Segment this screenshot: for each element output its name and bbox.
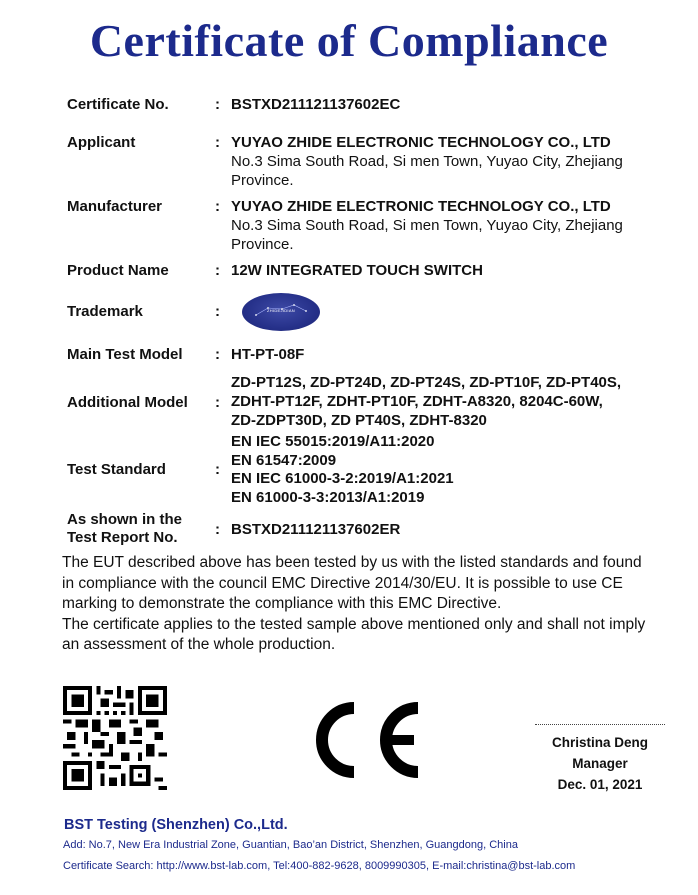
- applicant-name: YUYAO ZHIDE ELECTRONIC TECHNOLOGY CO., LTD: [231, 134, 611, 151]
- signatory-title: Manager: [572, 756, 628, 771]
- manufacturer-address-line2: Province.: [231, 236, 294, 253]
- field-label: Product Name: [67, 262, 169, 279]
- additional-model-line2: ZDHT-PT12F, ZDHT-PT10F, ZDHT-A8320, 8204C-60W,: [231, 393, 603, 410]
- field-label: Main Test Model: [67, 346, 183, 363]
- statement-line: The EUT described above has been tested by us with the listed standards and found: [62, 554, 642, 571]
- colon: :: [215, 521, 220, 538]
- qr-code-icon: [63, 686, 167, 790]
- certificate-number: BSTXD211121137602EC: [231, 96, 401, 113]
- test-standard-line2: EN 61547:2009: [231, 451, 337, 469]
- additional-model-line3: ZD-ZDPT30D, ZD PT40S, ZDHT-8320: [231, 412, 487, 429]
- applicant-address-line2: Province.: [231, 172, 294, 189]
- test-standard-line1: EN IEC 55015:2019/A11:2020: [231, 433, 435, 450]
- product-name: 12W INTEGRATED TOUCH SWITCH: [231, 262, 483, 279]
- signature-line: [535, 724, 665, 725]
- statement-line: The certificate applies to the tested sample above mentioned only and shall not imply: [62, 615, 646, 633]
- compliance-statement: [62, 553, 682, 656]
- field-label: Additional Model: [67, 394, 188, 411]
- test-standard-line3: EN IEC 61000-3-2:2019/A1:2021: [231, 470, 454, 487]
- manufacturer-address-line1: No.3 Sima South Road, Si men Town, Yuyao City, Zhejiang: [231, 217, 623, 234]
- main-test-model: HT-PT-08F: [231, 346, 305, 363]
- field-label: Trademark: [67, 303, 143, 320]
- colon: :: [215, 134, 220, 151]
- field-label-line2: Test Report No.: [67, 529, 178, 546]
- signatory-name: Christina Deng: [551, 735, 648, 750]
- field-label: Test Standard: [67, 461, 166, 478]
- colon: :: [215, 394, 220, 411]
- colon: :: [215, 262, 220, 279]
- colon: :: [215, 303, 220, 320]
- issue-date: Dec. 01, 2021: [557, 777, 643, 792]
- statement-line: marking to demonstrate the compliance with this EMC Directive.: [62, 595, 502, 612]
- field-label: Manufacturer: [67, 198, 163, 215]
- issuer-organization: BST Testing (Shenzhen) Co.,Ltd.: [64, 817, 288, 833]
- field-label: Certificate No.: [67, 96, 169, 113]
- certificate-title: Certificate of Compliance: [89, 15, 609, 66]
- statement-line: in compliance with the council EMC Directive 2014/30/EU. It is possible to use CE: [62, 574, 623, 592]
- test-report-number: BSTXD211121137602ER: [231, 521, 401, 538]
- ce-mark-icon: [310, 700, 428, 780]
- manufacturer-name: YUYAO ZHIDE ELECTRONIC TECHNOLOGY CO., LTD: [231, 198, 611, 215]
- applicant-address-line1: No.3 Sima South Road, Si men Town, Yuyao City, Zhejiang: [231, 153, 623, 170]
- issuer-address: Add: No.7, New Era Industrial Zone, Guantian, Bao’an District, Shenzhen, Guangdong, China: [63, 839, 518, 851]
- colon: :: [215, 346, 220, 363]
- statement-line: an assessment of the whole production.: [62, 636, 336, 653]
- trademark-text: ZHIDEJIDIAN: [267, 308, 295, 313]
- issuer-contact: Certificate Search: http://www.bst-lab.com, Tel:400-882-9628, 8009990305, E-mail:christina@bst-lab.com: [63, 860, 576, 872]
- trademark-logo: [242, 293, 320, 331]
- colon: :: [215, 461, 220, 478]
- field-label: Applicant: [67, 134, 136, 151]
- test-standard-line4: EN 61000-3-3:2013/A1:2019: [231, 488, 425, 506]
- additional-model-line1: ZD-PT12S, ZD-PT24D, ZD-PT24S, ZD-PT10F, ZD-PT40S,: [231, 374, 622, 391]
- colon: :: [215, 96, 220, 113]
- colon: :: [215, 198, 220, 215]
- field-label-line1: As shown in the: [67, 511, 183, 528]
